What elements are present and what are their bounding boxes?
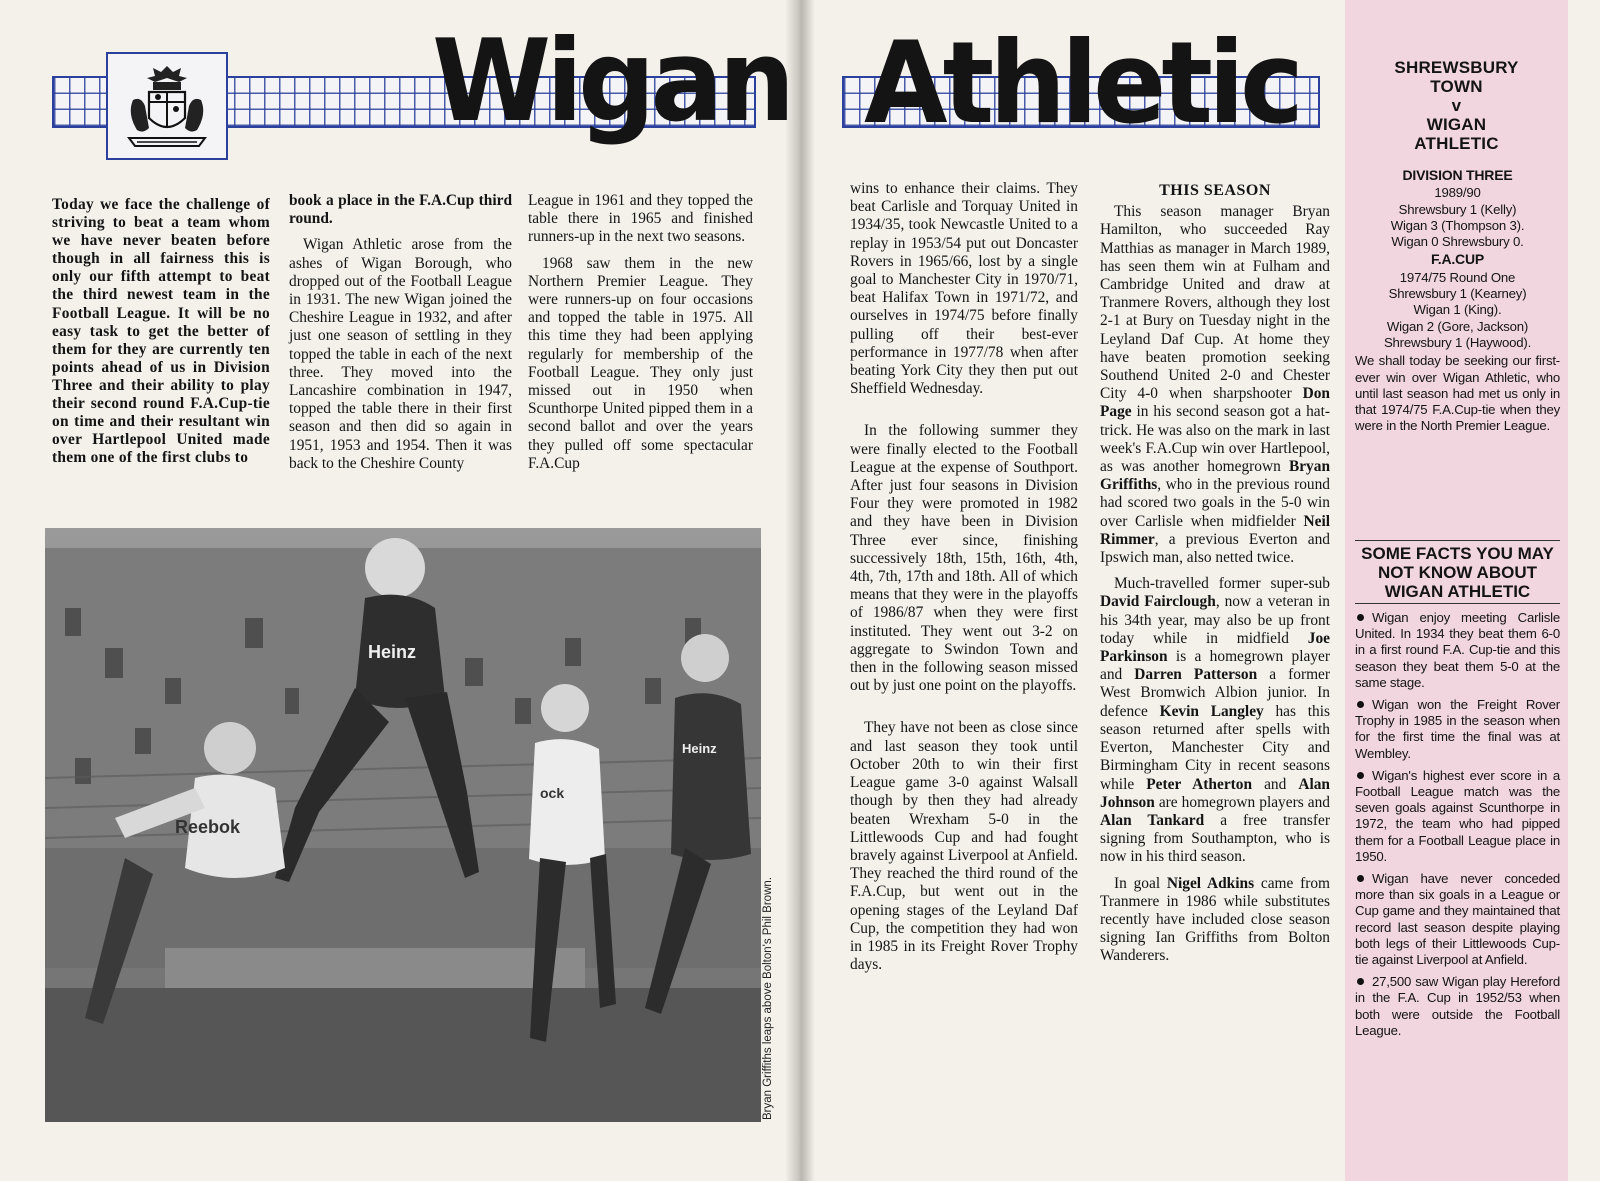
headline-right: Athletic (864, 17, 1300, 150)
paragraph: League in 1961 and they topped the table there in 1965 and finished runners-up in the next two seasons. (528, 192, 753, 246)
shirt-sponsor-text: Reebok (175, 817, 241, 837)
paragraph: Wigan Athletic arose from the ashes of Wigan Borough, who dropped out of the Football League in 1931. The new Wigan joined the Cheshire League in 1932, and after just one season of settling in they topped the table in each of the next three. They moved into the Lancashire combination in 1947, topped the table there in their first season and then did so again in 1951, 1953 and 1954. Then it was back to the Cheshire County (289, 236, 512, 472)
fixture-sidebar (1345, 0, 1568, 1181)
paragraph: This season manager Bryan Hamilton, who succeeded Ray Matthias as manager in March 1989, has seen them win at Fulham and Cambridge United and draw at Tranmere Rovers, although they lost 2-1 at Bury on Tuesday night in the Leyland Daf Cup. At home they have beaten promotion seeking Southend United 2-0 and Chester City 4-0 when sharpshooter Don Page in his second season got a hat-trick. He was also on the mark in last week's F.A.Cup win over Hartlepool, as was another homegrown Bryan Griffiths, who in the previous round had scored two goals in the 5-0 win over Carlisle when midfielder Neil Rimmer, a previous Everton and Ipswich man, also netted twice. (1100, 203, 1330, 567)
fact-item: Wigan enjoy meeting Carlisle United. In 1934 they beat them 6-0 in a first round F.A. Cup-tie and this season they beat them 5-0 at the same stage. (1355, 610, 1560, 690)
paragraph: In the following summer they were finally elected to the Football League at the expense of Southport. After just four seasons in Division Four they were promoted in 1982 and they have been in Division Three ever since, finishing successively 18th, 15th, 16th, 4th, 4th, 7th, 17th and 18th. All of which means that they were in the playoffs of 1986/87 when they were first instituted. They went out 3-2 on aggregate to Swindon Town and then in the following season missed out by just one point on the playoffs. (850, 422, 1078, 695)
photo-caption: Bryan Griffiths leaps above Bolton's Phil Brown. (762, 877, 774, 1120)
wigan-crest-icon (106, 52, 228, 160)
head-to-head-record: DIVISION THREE 1989/90 Shrewsbury 1 (Kelly) Wigan 3 (Thompson 3). Wigan 0 Shrewsbury 0. F.A.CUP 1974/75 Round One Shrewsbury 1 (Kearney) Wigan 1 (King). Wigan 2 (Gore, Jackson) Shrewsbury 1 (Haywood). We shall today be seeking our first-ever win over Wigan Athletic, who until last season had met us only in that 1974/75 F.A.Cup-tie when they were in the North Premier League. (1355, 167, 1560, 434)
facts-title: SOME FACTS YOU MAY NOT KNOW ABOUT WIGAN ATHLETIC (1355, 540, 1560, 604)
paragraph: wins to enhance their claims. They beat Carlisle and Torquay United in 1934/35, took Newcastle United to a replay in 1953/54 put out Doncaster Rovers in 1965/66, lost by a single goal to Manchester City in 1970/71, beat Halifax Town in 1971/72, and ourselves in 1974/75 before finally pulling off their best-ever performance in 1977/78 when after beating York City they then put out Sheffield Wednesday. (850, 180, 1078, 398)
article-col-1 (52, 196, 270, 475)
shirt-sponsor-text: ock (540, 785, 565, 801)
shirt-sponsor-text: Heinz (682, 741, 717, 756)
sidebar-note: We shall today be seeking our first-ever win over Wigan Athletic, who until last season had met us only in that 1974/75 F.A.Cup-tie when they were in the North Premier League. (1355, 353, 1560, 434)
facts-box (1355, 540, 1560, 1039)
fact-item: Wigan won the Freight Rover Trophy in 1985 in the season when for the first time the final was at Wembley. (1355, 697, 1560, 761)
shirt-sponsor-text: Heinz (368, 642, 417, 662)
article-col-3 (528, 192, 753, 481)
paragraph: 1968 saw them in the new Northern Premier League. They were runners-up on four occasions and topped the table in 1975. All this time they had been applying regularly for membership of the Football League. They only just missed out in 1950 when Scunthorpe United pipped them in a second ballot and over the years they pulled off some spectacular F.A.Cup (528, 254, 753, 472)
division-heading: DIVISION THREE (1402, 167, 1513, 183)
headline-left: Wigan (432, 15, 791, 148)
section-heading: THIS SEASON (1159, 182, 1271, 199)
article-col-2 (289, 192, 512, 481)
paragraph: book a place in the F.A.Cup third round. (289, 192, 512, 228)
match-photo (45, 528, 761, 1122)
fact-item: Wigan have never conceded more than six goals in a League or Cup game and they maintained that record last season despite playing both legs of their Littlewoods Cup-tie against Liverpool at Anfield. (1355, 871, 1560, 968)
right-article-col-1 (850, 180, 1078, 982)
paragraph: In goal Nigel Adkins came from Tranmere in 1986 while substitutes recently have included close season signing Ian Griffiths from Bolton Wanderers. (1100, 874, 1331, 965)
paragraph: Much-travelled former super-sub David Fairclough, now a veteran in his 34th year, may also be up front today while in midfield Joe Parkinson is a homegrown player and Darren Patterson a former West Bromwich Albion junior. In defence Kevin Langley has this season returned after spells with Everton, Manchester City and Birmingham City in recent seasons while Peter Atherton and Alan Johnson are homegrown players and Alan Tankard a free transfer signing from Southampton, who is now in his third season. (1100, 575, 1331, 866)
sidebar-title: SHREWSBURY TOWN v WIGAN ATHLETIC (1394, 58, 1519, 153)
fact-item: 27,500 saw Wigan play Hereford in the F.A. Cup in 1952/53 when both were outside the Football League. (1355, 974, 1560, 1038)
paragraph: Today we face the challenge of striving to beat a team whom we have never beaten before though in all fairness this is only our fifth attempt to beat the third newest team in the Football League. It will be no easy task to get the better of them for they are currently ten points ahead of us in Division Three and their ability to play their second round F.A.Cup-tie on time and their resultant win over Hartlepool United made them one of the first clubs to (52, 196, 270, 467)
fact-item: Wigan's highest ever score in a Football League match was the seven goals against Scunthorpe in 1972, the team who had pipped them for a Football League place in 1950. (1355, 767, 1560, 864)
cup-heading: F.A.CUP (1430, 251, 1485, 268)
page-gutter (785, 0, 815, 1181)
this-season-col (1100, 182, 1330, 974)
paragraph: They have not been as close since and last season they took until October 20th to win their first League game 3-0 against Walsall though by then they had already beaten Wrexham 5-0 in the Littlewoods Cup and had fought bravely against Liverpool at Anfield. They reached the third round of the F.A.Cup, but went out in the opening stages of the Leyland Daf Cup, the competition they had won in 1985 in its Freight Rover Trophy days. (850, 719, 1078, 974)
